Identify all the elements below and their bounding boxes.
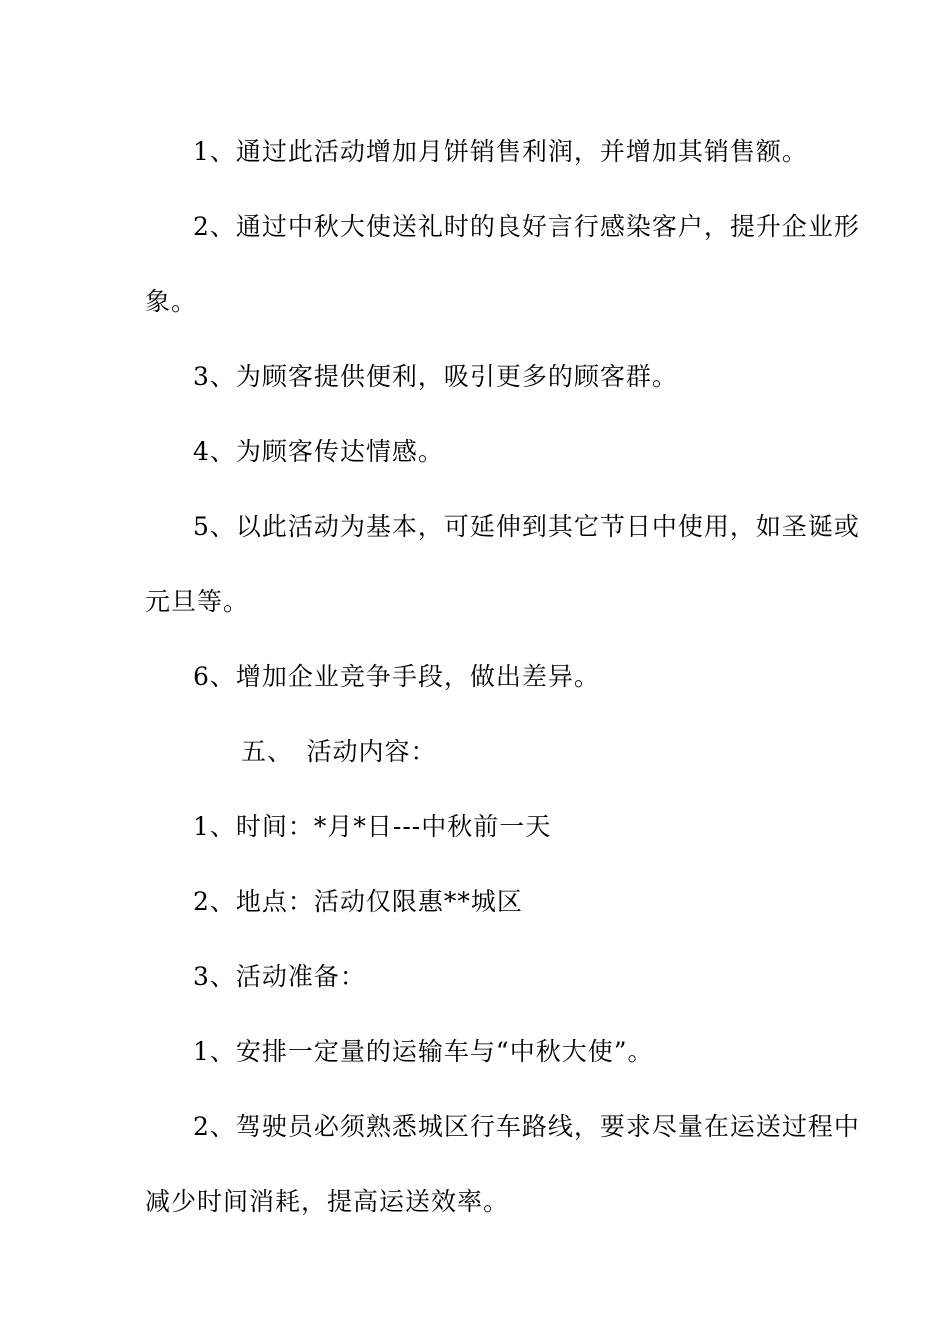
paragraph-prep-1: 1、安排一定量的运输车与“中秋大使”。 <box>193 1037 654 1066</box>
paragraph-2-line-1: 2、通过中秋大使送礼时的良好言行感染客户，提升企业形 <box>193 212 860 241</box>
paragraph-4-line-1: 4、为顾客传达情感。 <box>193 437 444 466</box>
paragraph-6-line-1: 6、增加企业竞争手段，做出差异。 <box>193 662 600 691</box>
paragraph-prep-2-line-2: 减少时间消耗，提高运送效率。 <box>145 1187 510 1216</box>
paragraph-1-line-1: 1、通过此活动增加月饼销售利润，并增加其销售额。 <box>193 137 808 166</box>
section-heading: 五、 活动内容： <box>241 737 437 766</box>
paragraph-3-line-1: 3、为顾客提供便利，吸引更多的顾客群。 <box>193 362 678 391</box>
paragraph-time: 1、时间：*月*日---中秋前一天 <box>193 812 552 841</box>
paragraph-prep-2-line-1: 2、驾驶员必须熟悉城区行车路线，要求尽量在运送过程中 <box>193 1112 860 1141</box>
paragraph-5-line-2: 元旦等。 <box>145 587 250 616</box>
paragraph-preparation: 3、活动准备： <box>193 962 366 991</box>
paragraph-2-line-2: 象。 <box>145 287 198 316</box>
paragraph-location: 2、地点：活动仅限惠**城区 <box>193 887 523 916</box>
paragraph-5-line-1: 5、以此活动为基本，可延伸到其它节日中使用，如圣诞或 <box>193 512 860 541</box>
